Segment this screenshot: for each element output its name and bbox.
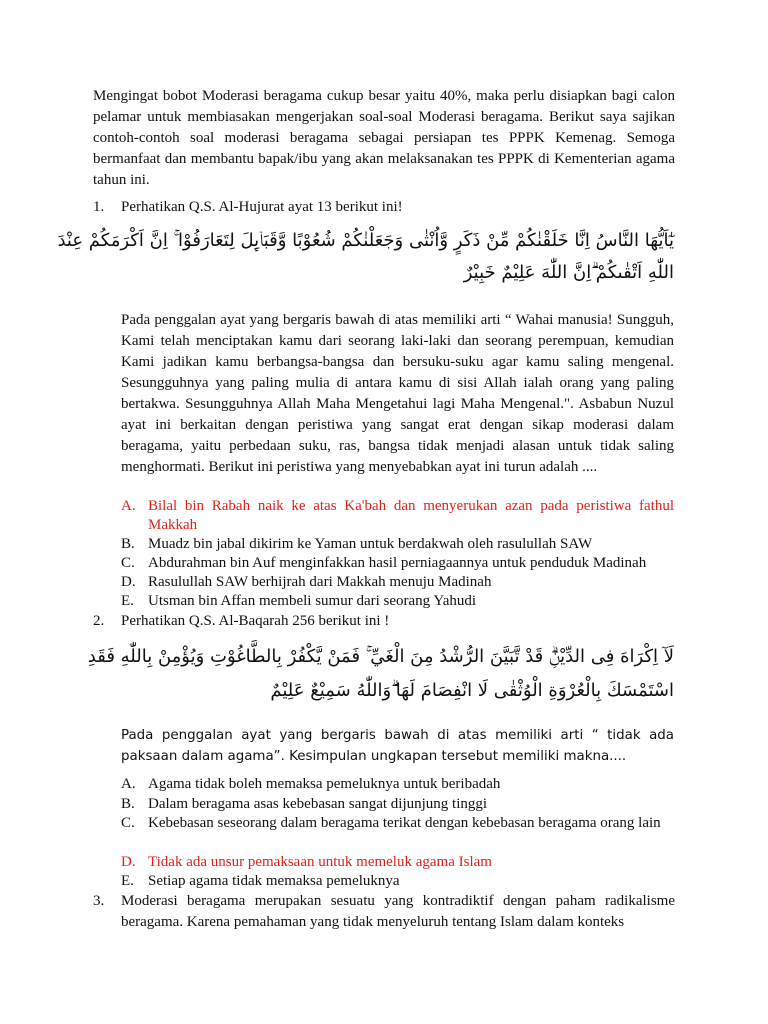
option-text: Setiap agama tidak memaksa pemeluknya xyxy=(148,873,400,889)
option-text: Tidak ada unsur pemaksaan untuk memeluk agama Islam xyxy=(148,854,492,870)
option-d[interactable] xyxy=(121,853,674,872)
option-letter: E. xyxy=(121,593,134,609)
arabic-verse-line: اسْتَمْسَكَ بِالْعُرْوَةِ الْوُثْقٰى لَا انْفِصَامَ لَهَا ۗوَاللّٰهُ سَمِيْعٌ عَلِيْمٌ xyxy=(270,680,674,701)
question-2-header xyxy=(93,611,675,632)
option-e[interactable] xyxy=(121,872,674,891)
option-e[interactable] xyxy=(121,592,674,611)
question-stem: Perhatikan Q.S. Al-Hujurat ayat 13 berikut ini! xyxy=(121,199,403,215)
option-c[interactable] xyxy=(121,814,674,852)
option-text: Dalam beragama asas kebebasan sangat dijunjung tinggi xyxy=(148,796,488,812)
option-letter: D. xyxy=(121,854,136,870)
question-passage: Pada penggalan ayat yang bergaris bawah di atas memiliki arti “ Wahai manusia! Sungguh, Kami telah menciptakan kamu dari seorang laki-laki dan seorang perempuan, kemudian Kami jadikan kamu berbangsa-bangsa dan bersuku-suku agar kamu saling mengenal. Sesungguhnya yang paling mulia di antara kamu di sisi Allah ialah orang yang paling bertakwa. Sesungguhnya Allah Maha Mengetahui lagi Maha Mengenal.". Asbabun Nuzul ayat ini berkaitan dengan peristiwa yang sangat erat dengan sikap moderasi dalam beragama, yaitu perbedaan suku, ras, bangsa tidak menjadi alasan untuk tidak saling menghormati. Berikut ini peristiwa yang menyebabkan ayat ini turun adalah .... xyxy=(121,312,674,475)
question-stem: Moderasi beragama merupakan sesuatu yang kontradiktif dengan paham radikalisme beragama. Karena pemahaman yang tidak menyeluruh tentang Islam dalam konteks xyxy=(121,893,675,930)
option-text: Agama tidak boleh memaksa pemeluknya untuk beribadah xyxy=(148,776,501,792)
option-letter: E. xyxy=(121,873,134,889)
question-number: 3. xyxy=(93,893,105,909)
option-letter: A. xyxy=(121,776,136,792)
question-stem: Perhatikan Q.S. Al-Baqarah 256 berikut ini ! xyxy=(121,613,390,629)
option-letter: D. xyxy=(121,574,136,590)
option-text: Muadz bin jabal dikirim ke Yaman untuk berdakwah oleh rasulullah SAW xyxy=(148,536,593,552)
option-text: Utsman bin Affan membeli sumur dari seorang Yahudi xyxy=(148,593,477,609)
option-text: Bilal bin Rabah naik ke atas Ka'bah dan menyerukan azan pada peristiwa fathul Makkah xyxy=(148,498,674,533)
option-a[interactable] xyxy=(121,775,674,794)
option-letter: C. xyxy=(121,555,135,571)
arabic-verse-line: لَآ اِكْرَاهَ فِى الدِّيْنِۗ قَدْ تَّبَيَّنَ الرُّشْدُ مِنَ الْغَيِّ ۚ فَمَنْ يَّكْفُرْ بِالطَّاغُوْتِ وَيُؤْمِنْ بِاللّٰهِ فَقَدِ xyxy=(87,646,674,667)
intro-paragraph: Mengingat bobot Moderasi beragama cukup besar yaitu 40%, maka perlu disiapkan bagi calon pelamar untuk membiasakan mengerjakan soal-soal Moderasi beragama. Berikut saya sajikan contoh-contoh soal moderasi beragama sebagai persiapan tes PPPK Kemenag. Semoga bermanfaat dan membantu bapak/ibu yang akan melaksanakan tes PPPK di Kementerian agama tahun ini. xyxy=(93,88,675,188)
option-text: Abdurahman bin Auf menginfakkan hasil perniagaannya untuk penduduk Madinah xyxy=(148,555,647,571)
option-letter: A. xyxy=(121,498,136,514)
option-text: Rasulullah SAW berhijrah dari Makkah menuju Madinah xyxy=(148,574,492,590)
option-a[interactable] xyxy=(121,497,674,535)
option-letter: B. xyxy=(121,536,135,552)
option-letter: C. xyxy=(121,815,135,831)
option-b[interactable] xyxy=(121,795,674,814)
option-c[interactable] xyxy=(121,554,674,573)
option-letter: B. xyxy=(121,796,135,812)
option-d[interactable] xyxy=(121,573,674,592)
option-text: Kebebasan seseorang dalam beragama terikat dengan kebebasan beragama orang lain xyxy=(148,815,661,831)
question-passage: Pada penggalan ayat yang bergaris bawah di atas memiliki arti “ tidak ada paksaan dalam agama”. Kesimpulan ungkapan tersebut memiliki makna.... xyxy=(121,728,674,764)
option-b[interactable] xyxy=(121,535,674,554)
question-number: 2. xyxy=(93,613,105,629)
question-3-header xyxy=(93,891,675,937)
arabic-verse-line: اللّٰهِ اَتْقٰىكُمْ ۗاِنَّ اللّٰهَ عَلِيْمٌ خَبِيْرٌ xyxy=(463,262,674,283)
question-number: 1. xyxy=(93,199,105,215)
question-1-header xyxy=(93,197,675,219)
arabic-verse-line: يٰٓاَيُّهَا النَّاسُ اِنَّا خَلَقْنٰكُمْ مِّنْ ذَكَرٍ وَّاُنْثٰى وَجَعَلْنٰكُمْ شُعُوْبًا وَّقَبَاۤىِٕلَ لِتَعَارَفُوْا ۚ اِنَّ اَكْرَمَكُمْ عِنْدَ xyxy=(57,230,674,251)
